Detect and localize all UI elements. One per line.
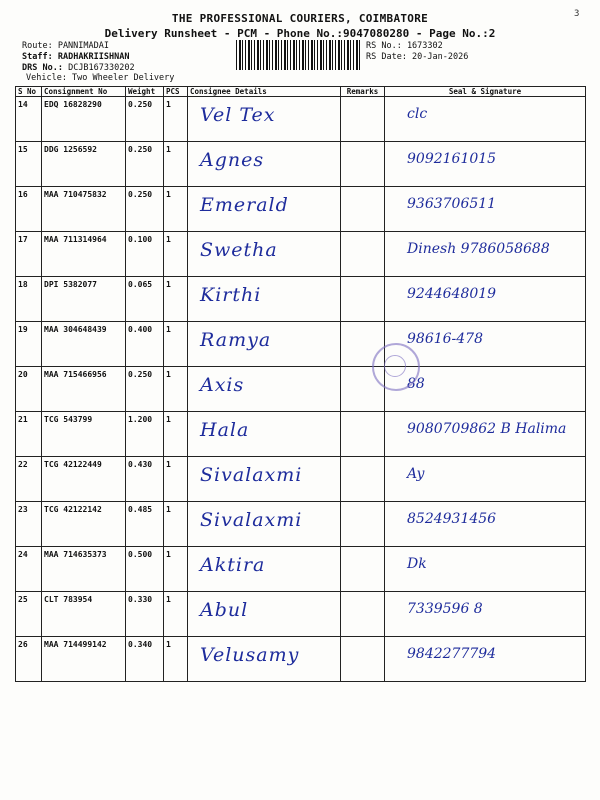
weight: 0.250 [126, 142, 164, 187]
consignee-name: Kirthi [200, 284, 262, 306]
signature-cell [385, 232, 586, 277]
staff-label: Staff: [22, 52, 53, 62]
col-header: Consignment No [42, 87, 126, 97]
weight: 0.250 [126, 97, 164, 142]
weight: 0.250 [126, 187, 164, 232]
remarks [341, 547, 385, 592]
consignment-number: MAA 710475832 [42, 187, 126, 232]
col-header: Seal & Signature [385, 87, 586, 97]
handwritten-signature: 7339596 8 [407, 601, 483, 617]
weight: 0.100 [126, 232, 164, 277]
handwritten-signature: clc [407, 106, 428, 122]
table-row [16, 142, 586, 187]
consignee-name: Abul [200, 599, 249, 621]
pieces: 1 [164, 367, 188, 412]
staff-name: RADHAKRIISHNAN [57, 52, 130, 62]
handwritten-signature: 9842277794 [407, 646, 497, 662]
staff-line [22, 52, 130, 63]
consignee-cell [188, 367, 341, 412]
table-row [16, 637, 586, 682]
footer-scan-marks [0, 790, 600, 800]
row-sno: 22 [16, 457, 42, 502]
weight: 0.500 [126, 547, 164, 592]
corner-mark: 3 [574, 9, 580, 19]
remarks [341, 457, 385, 502]
weight: 0.330 [126, 592, 164, 637]
signature-cell [385, 142, 586, 187]
consignment-number: TCG 42122449 [42, 457, 126, 502]
rs-date: RS Date: 20-Jan-2026 [366, 52, 469, 62]
row-sno: 15 [16, 142, 42, 187]
remarks [341, 412, 385, 457]
row-sno: 18 [16, 277, 42, 322]
table-row [16, 592, 586, 637]
consignment-number: MAA 714635373 [42, 547, 126, 592]
consignee-name: Ramya [200, 329, 272, 351]
consignee-cell [188, 637, 341, 682]
row-sno: 19 [16, 322, 42, 367]
table-row [16, 502, 586, 547]
pieces: 1 [164, 547, 188, 592]
consignee-cell [188, 97, 341, 142]
pieces: 1 [164, 232, 188, 277]
remarks [341, 187, 385, 232]
consignee-name: Velusamy [200, 644, 300, 666]
consignee-name: Vel Tex [200, 104, 276, 126]
pieces: 1 [164, 97, 188, 142]
table-row [16, 322, 586, 367]
consignee-cell [188, 277, 341, 322]
row-sno: 21 [16, 412, 42, 457]
consignee-cell [188, 457, 341, 502]
weight: 0.340 [126, 637, 164, 682]
table-row [16, 232, 586, 277]
consignment-number: MAA 711314964 [42, 232, 126, 277]
handwritten-signature: 9092161015 [407, 151, 497, 167]
consignee-cell [188, 232, 341, 277]
row-sno: 23 [16, 502, 42, 547]
signature-cell [385, 457, 586, 502]
courier-seal-stamp [372, 343, 420, 391]
handwritten-signature: Dk [407, 556, 427, 572]
vehicle-text: Vehicle: Two Wheeler Delivery [26, 73, 175, 83]
drs-number: DCJB167330202 [68, 63, 135, 73]
pieces: 1 [164, 322, 188, 367]
consignee-name: Swetha [200, 239, 278, 261]
weight: 0.250 [126, 367, 164, 412]
handwritten-signature: 9080709862 B Halima [407, 421, 567, 437]
barcode-image [236, 40, 362, 70]
handwritten-signature: 88 [407, 376, 425, 392]
consignment-number: DPI 5382077 [42, 277, 126, 322]
weight: 0.400 [126, 322, 164, 367]
table-row [16, 457, 586, 502]
rs-number: RS No.: 1673302 [366, 41, 443, 51]
col-header: S No [16, 87, 42, 97]
table-row [16, 412, 586, 457]
remarks [341, 142, 385, 187]
remarks [341, 97, 385, 142]
consignee-cell [188, 547, 341, 592]
handwritten-signature: 9363706511 [407, 196, 497, 212]
delivery-table [15, 86, 586, 682]
remarks [341, 637, 385, 682]
consignment-number: TCG 42122142 [42, 502, 126, 547]
consignee-cell [188, 412, 341, 457]
handwritten-signature: 98616-478 [407, 331, 483, 347]
pieces: 1 [164, 277, 188, 322]
remarks [341, 502, 385, 547]
signature-cell [385, 592, 586, 637]
signature-cell [385, 412, 586, 457]
consignee-name: Sivalaxmi [200, 509, 303, 531]
pieces: 1 [164, 637, 188, 682]
col-header: Remarks [341, 87, 385, 97]
signature-cell [385, 502, 586, 547]
weight: 0.430 [126, 457, 164, 502]
weight: 0.065 [126, 277, 164, 322]
consignee-name: Axis [200, 374, 245, 396]
consignee-name: Agnes [200, 149, 265, 171]
consignee-cell [188, 502, 341, 547]
runsheet-subtitle: Delivery Runsheet - PCM - Phone No.:9047080280 - Page No.:2 [104, 27, 496, 40]
drs-label: DRS No.: [22, 63, 63, 73]
consignment-number: MAA 714499142 [42, 637, 126, 682]
signature-cell [385, 97, 586, 142]
table-row [16, 547, 586, 592]
row-sno: 16 [16, 187, 42, 232]
row-sno: 24 [16, 547, 42, 592]
table-row [16, 277, 586, 322]
row-sno: 14 [16, 97, 42, 142]
consignee-name: Emerald [200, 194, 289, 216]
handwritten-signature: Dinesh 9786058688 [407, 241, 550, 257]
handwritten-signature: Ay [407, 466, 425, 482]
pieces: 1 [164, 142, 188, 187]
consignee-cell [188, 187, 341, 232]
handwritten-signature: 8524931456 [407, 511, 497, 527]
col-header: PCS [164, 87, 188, 97]
consignee-cell [188, 322, 341, 367]
consignment-number: MAA 715466956 [42, 367, 126, 412]
remarks [341, 277, 385, 322]
remarks [341, 232, 385, 277]
pieces: 1 [164, 457, 188, 502]
consignee-name: Sivalaxmi [200, 464, 303, 486]
consignment-number: TCG 543799 [42, 412, 126, 457]
table-header-row [16, 87, 586, 97]
consignee-name: Hala [200, 419, 250, 441]
consignment-number: CLT 783954 [42, 592, 126, 637]
remarks [341, 592, 385, 637]
consignment-number: DDG 1256592 [42, 142, 126, 187]
consignee-cell [188, 592, 341, 637]
signature-cell [385, 187, 586, 232]
weight: 1.200 [126, 412, 164, 457]
handwritten-signature: 9244648019 [407, 286, 497, 302]
consignment-number: MAA 304648439 [42, 322, 126, 367]
company-title: THE PROFESSIONAL COURIERS, COIMBATORE [171, 12, 429, 25]
route-text: Route: PANNIMADAI [22, 41, 109, 51]
row-sno: 25 [16, 592, 42, 637]
row-sno: 17 [16, 232, 42, 277]
signature-cell [385, 547, 586, 592]
consignment-number: EDQ 16828290 [42, 97, 126, 142]
table-row [16, 187, 586, 232]
consignee-name: Aktira [200, 554, 266, 576]
table-row [16, 367, 586, 412]
row-sno: 26 [16, 637, 42, 682]
row-sno: 20 [16, 367, 42, 412]
pieces: 1 [164, 502, 188, 547]
pieces: 1 [164, 592, 188, 637]
weight: 0.485 [126, 502, 164, 547]
pieces: 1 [164, 187, 188, 232]
col-header: Weight [126, 87, 164, 97]
table-row [16, 97, 586, 142]
consignee-cell [188, 142, 341, 187]
col-header: Consignee Details [188, 87, 341, 97]
signature-cell [385, 637, 586, 682]
pieces: 1 [164, 412, 188, 457]
signature-cell [385, 277, 586, 322]
